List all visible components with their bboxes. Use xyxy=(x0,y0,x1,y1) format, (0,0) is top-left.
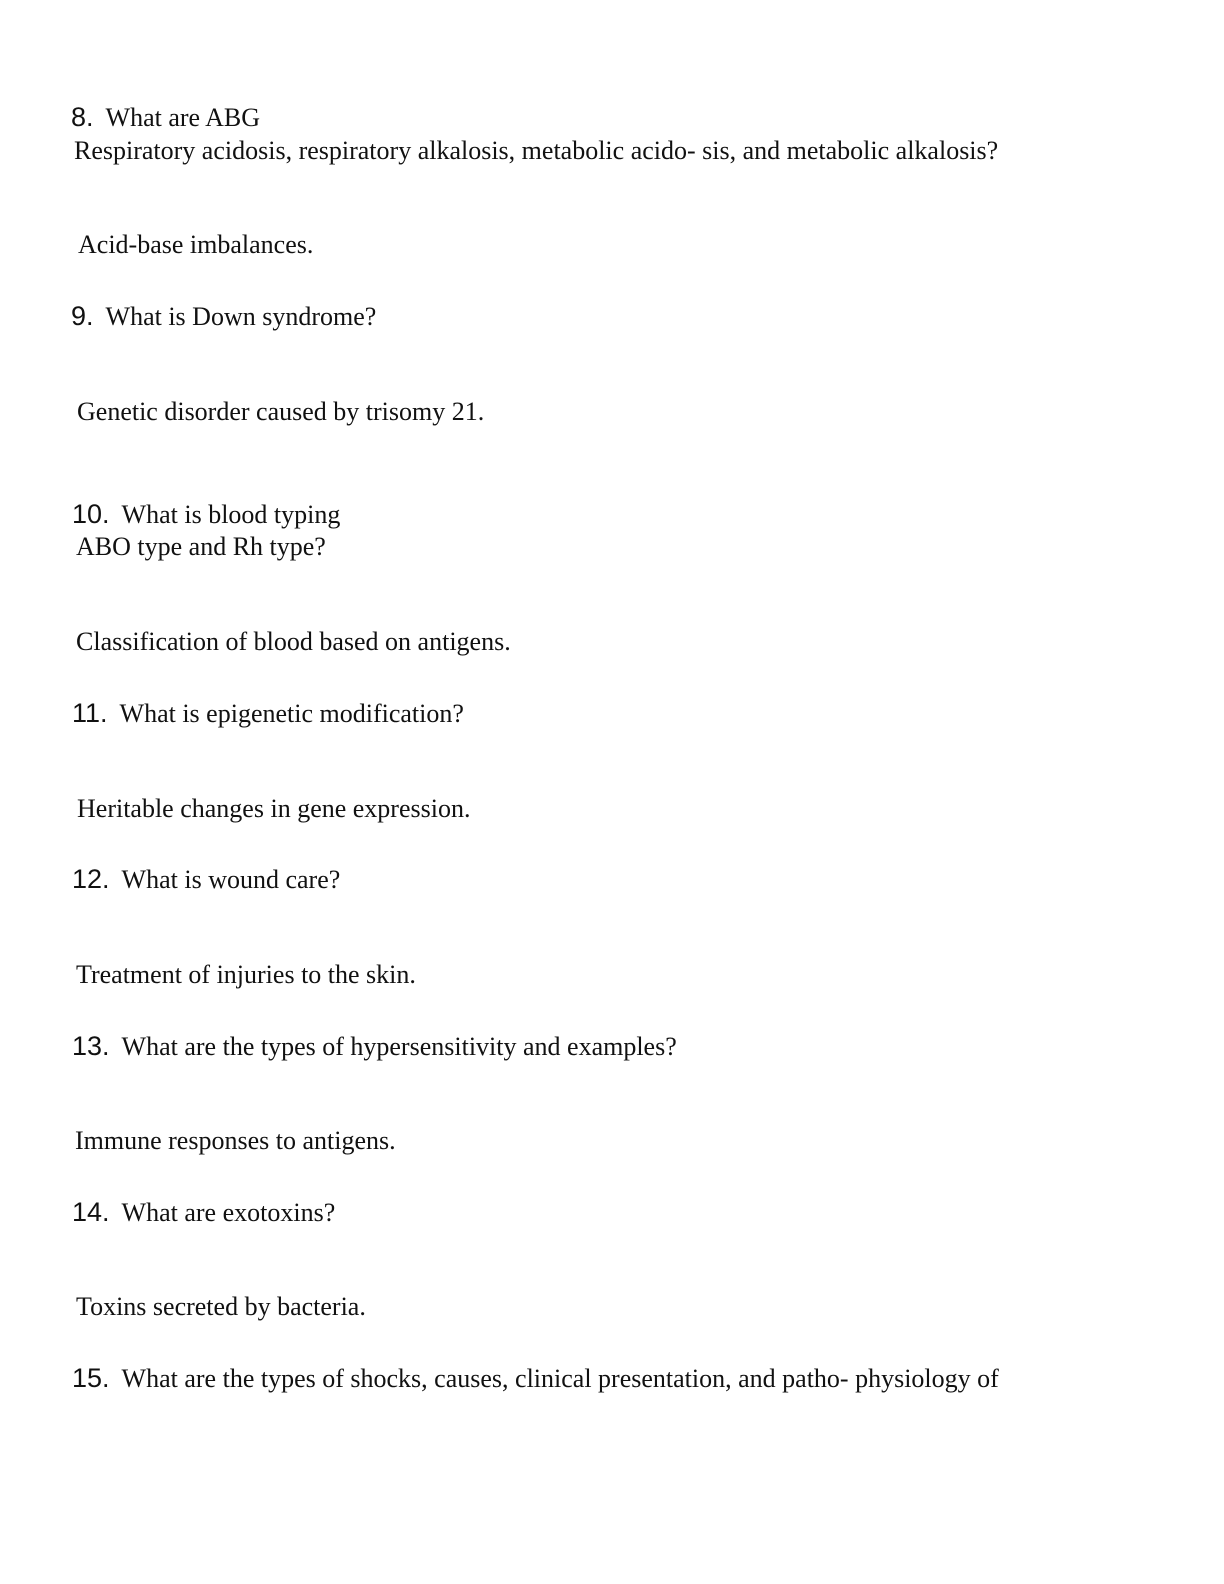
question-number: 11. xyxy=(72,698,108,728)
question-text: What is wound care? xyxy=(121,865,341,894)
question-9 xyxy=(71,301,376,332)
answer-11: Heritable changes in gene expression. xyxy=(77,794,471,823)
question-14 xyxy=(72,1197,335,1228)
answer-8: Acid-base imbalances. xyxy=(78,230,314,259)
question-number: 9. xyxy=(71,301,94,331)
question-number: 8. xyxy=(71,102,94,132)
question-number: 13. xyxy=(72,1031,110,1061)
question-text: What is Down syndrome? xyxy=(105,302,377,331)
question-10-continuation: ABO type and Rh type? xyxy=(76,532,326,561)
question-12 xyxy=(72,864,340,895)
question-15 xyxy=(72,1363,999,1394)
answer-14: Toxins secreted by bacteria. xyxy=(76,1292,366,1321)
question-text: What are the types of hypersensitivity and examples? xyxy=(121,1032,677,1061)
question-number: 15. xyxy=(72,1363,110,1393)
question-text: What are ABG xyxy=(105,103,261,132)
question-8-continuation: Respiratory acidosis, respiratory alkalosis, metabolic acido- sis, and metabolic alkalosis? xyxy=(74,136,999,165)
answer-9: Genetic disorder caused by trisomy 21. xyxy=(77,397,485,426)
answer-10: Classification of blood based on antigens. xyxy=(76,627,511,656)
question-11 xyxy=(72,698,464,729)
answer-13: Immune responses to antigens. xyxy=(75,1126,396,1155)
question-text: What is blood typing xyxy=(121,500,341,529)
question-text: What are exotoxins? xyxy=(121,1198,336,1227)
question-text: What are the types of shocks, causes, clinical presentation, and patho- physiology of xyxy=(121,1364,999,1393)
question-number: 12. xyxy=(72,864,110,894)
question-number: 10. xyxy=(72,499,110,529)
question-text: What is epigenetic modification? xyxy=(119,699,464,728)
question-10 xyxy=(72,499,340,530)
question-number: 14. xyxy=(72,1197,110,1227)
answer-12: Treatment of injuries to the skin. xyxy=(76,960,416,989)
question-13 xyxy=(72,1031,677,1062)
question-8 xyxy=(71,102,260,133)
